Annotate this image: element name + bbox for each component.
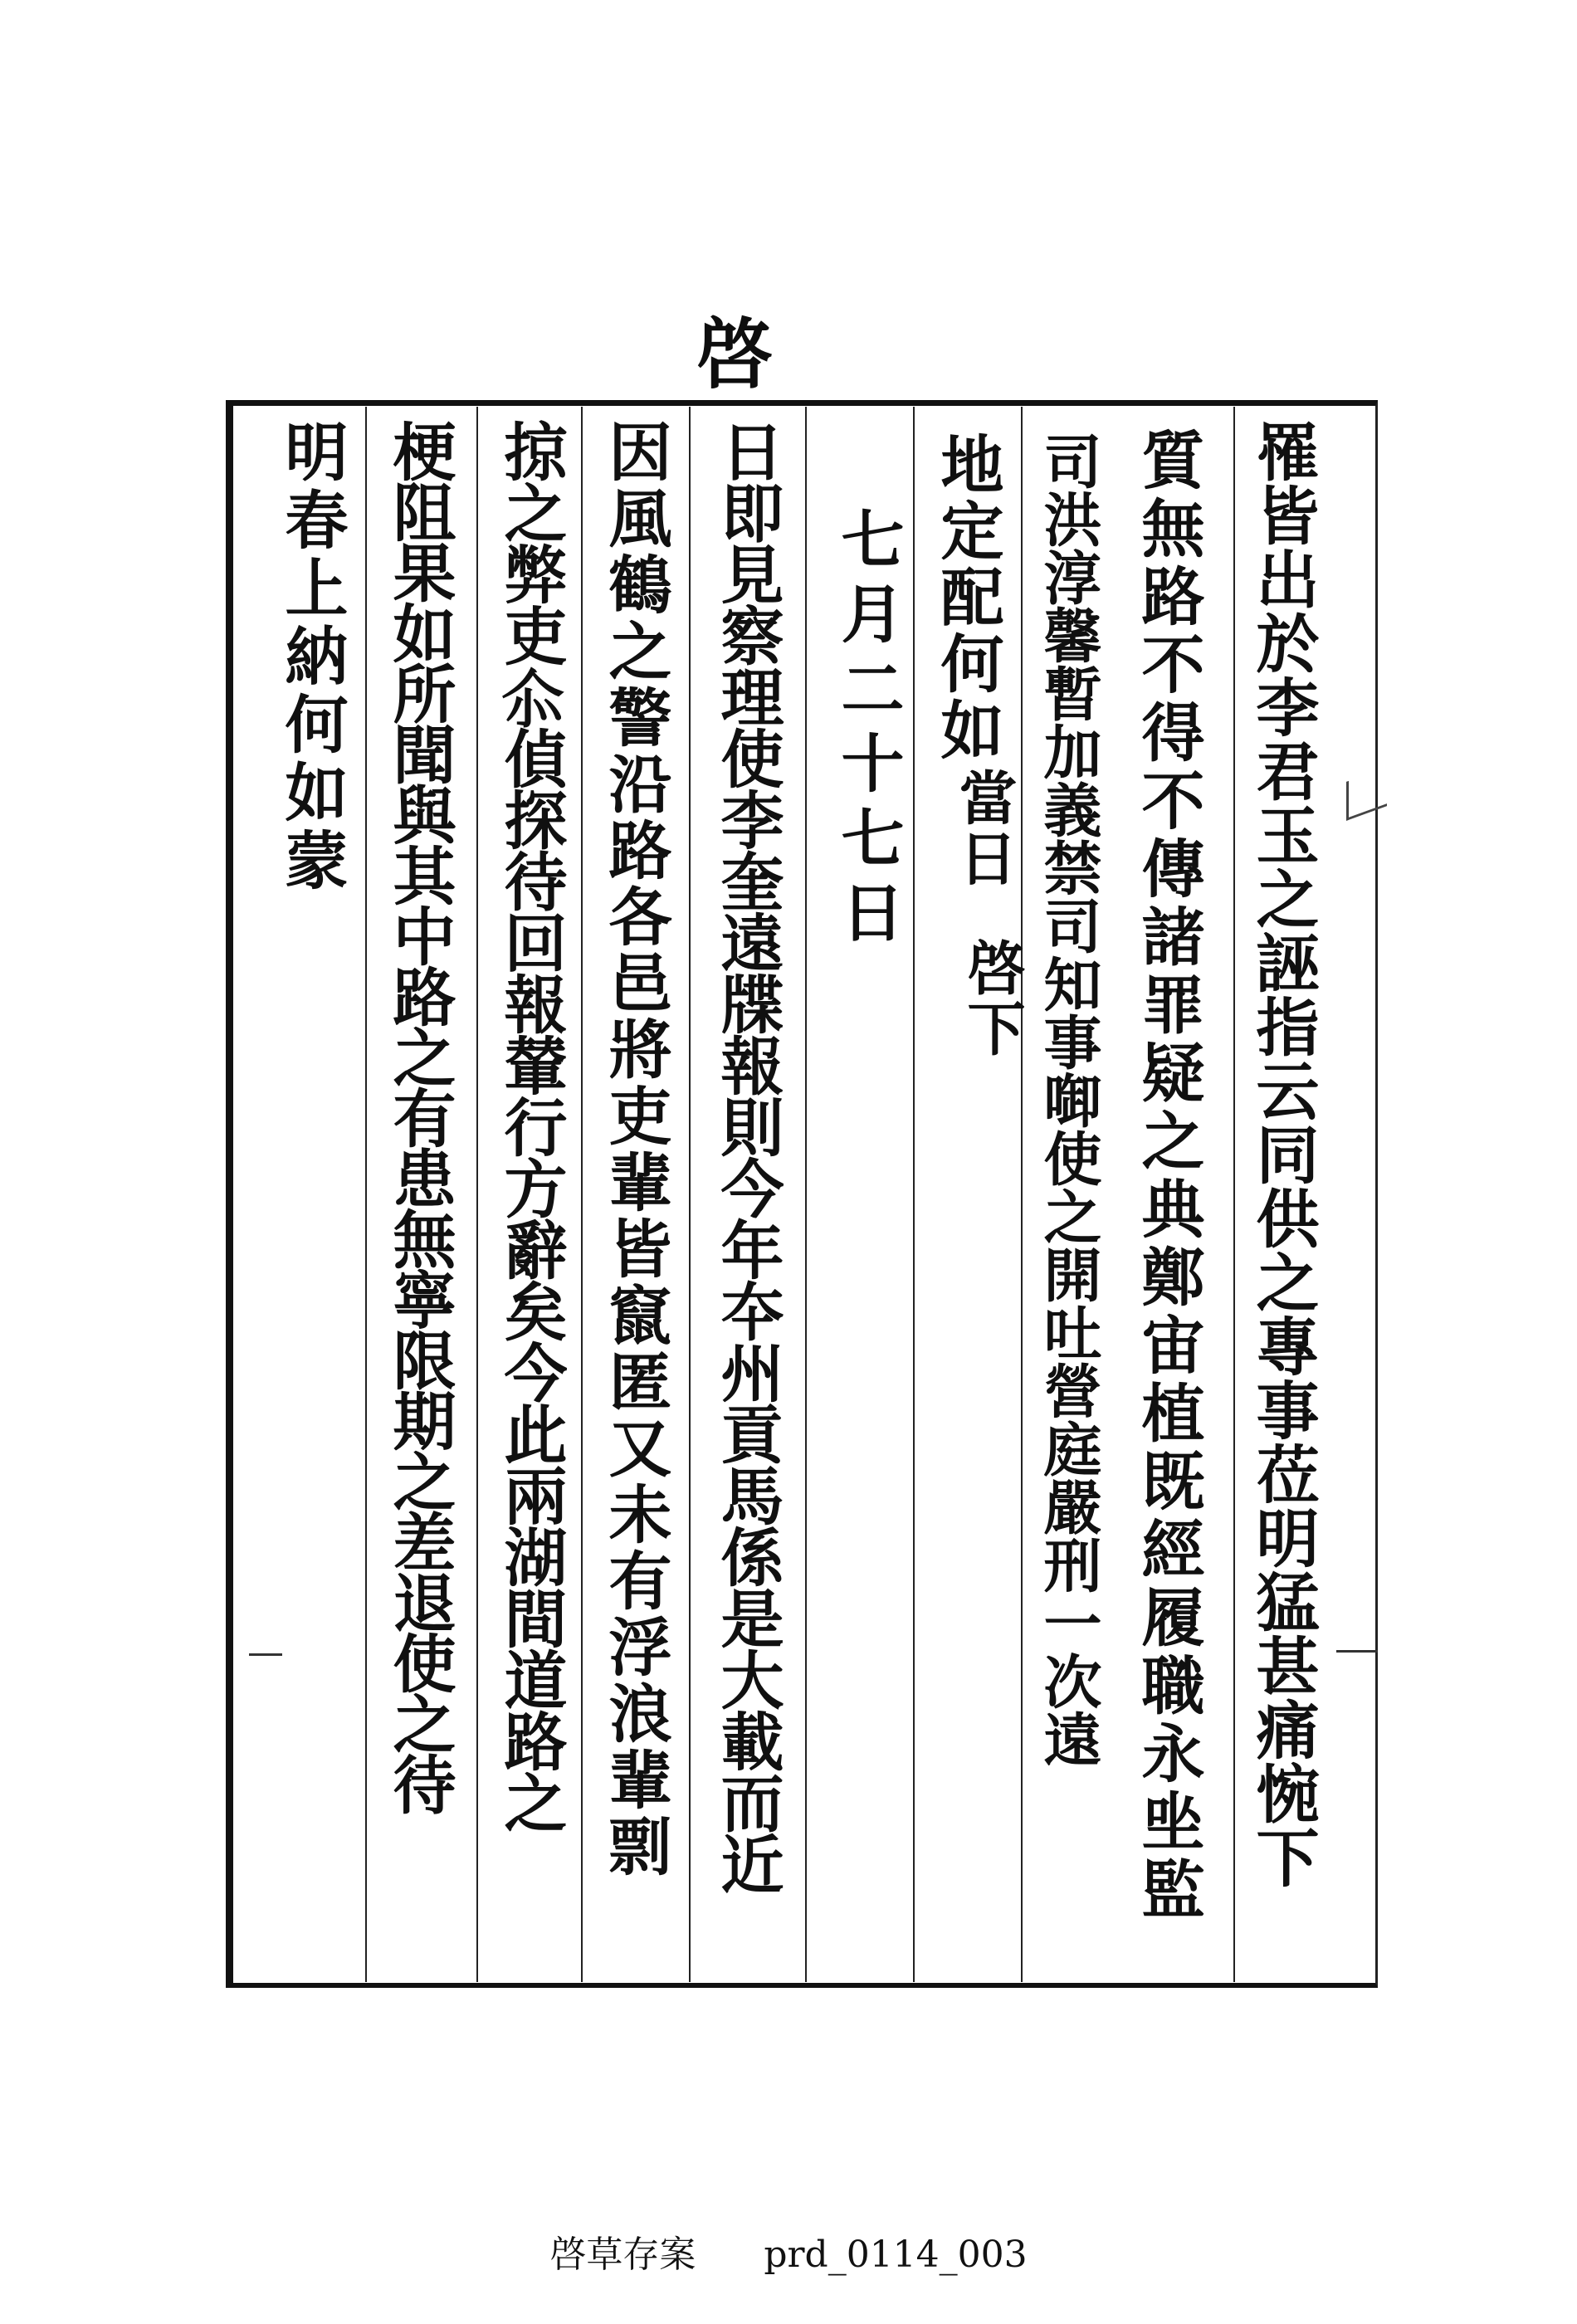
column-rule [689,407,691,1982]
date-column: 七月二十七日 [831,506,905,954]
column-rule [581,407,583,1982]
column-rule [1021,407,1023,1982]
text-column-6: 日即見察理使李奎遠牒報則今年夲州貢馬係是大載而近 [710,419,784,1893]
margin-tick [1336,1650,1378,1653]
text-column-10: 明春上納何如蒙 [275,419,349,896]
text-column-1: 罹皆出於李君玉之誣指云同供之專事莅明猛甚痛惋下 [1246,419,1320,1889]
column-rule [1233,407,1235,1982]
text-column-7: 因風鶴之警沿路各邑將吏輩皆竄匿又未有浮浪輩剽 [598,419,672,1880]
text-column-4-note: 當日 [950,768,1018,889]
page-identifier: prd_0114_003 [764,2234,1028,2276]
text-column-8: 掠之弊吏𠇍偵探待回報輦行方辭矣今此兩湖間道路之 [494,419,568,1832]
text-column-2: 質無路不得不傳諸罪疑之典鄭宙植既經履職永㘴監 [1131,427,1205,1925]
text-column-4: 地定配何如 [930,432,1004,764]
column-rule [805,407,807,1982]
document-header-char: 啓 [696,310,773,399]
column-rule [913,407,915,1982]
text-column-3: 司洪淳馨暫加義禁司知事啣使之開吐營庭嚴刑一次遠 [1034,432,1103,1768]
page-footer [0,2224,1577,2278]
column-rule [365,407,367,1982]
text-column-4-action: 啓下 [958,938,1027,1059]
text-column-9: 梗阻果如所聞與其中路之有患無寧限期之差退使之待 [383,419,456,1813]
collection-name: 啓草存案 [549,2234,696,2276]
column-rule [476,407,478,1982]
margin-tick [249,1653,282,1656]
